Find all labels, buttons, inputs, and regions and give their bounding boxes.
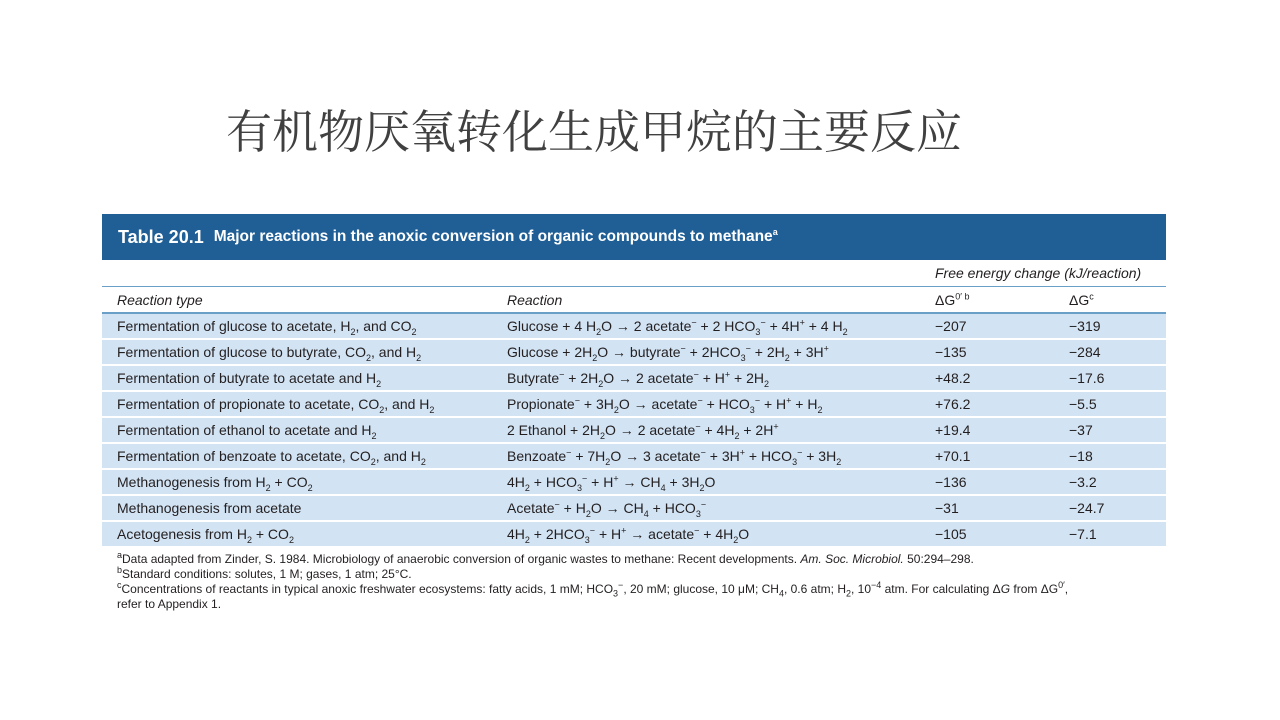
dg-cell: −284 <box>1069 344 1101 360</box>
slide-title: 有机物厌氧转化生成甲烷的主要反应 <box>226 105 962 159</box>
dg0-cell: −31 <box>935 500 959 516</box>
footnote: $^a$Data adapted from Zinder, S. 1984. Microbiology of anaerobic conversion of organic wastes to methane: Recent developments. Am. Soc. Microbiol. 50:294–298. <box>117 550 974 566</box>
reaction-cell: Acetate− + $H_2O \to CH_4 + HCO_3^-$ <box>507 499 707 519</box>
table-row <box>102 522 1166 546</box>
col-reaction-type: Reaction type <box>117 292 203 308</box>
footnote: $^c$Concentrations of reactants in typical anoxic freshwater ecosystems: fatty acids, 1 mM; $HCO_3^-$, 20 mM; glucose, 10 μM; $CH_4$, 0.6 atm; $H_2$, $10^{-4}$ atm. For calculating ΔG from $\Delta G^{0'}$, <box>117 580 1069 599</box>
free-energy-header <box>102 260 1166 287</box>
dg0-cell: −135 <box>935 344 967 360</box>
reaction-cell: Propionate− + $3H_2O$ → acetate− + $HCO_3^- + H^+ + H_2$ <box>507 395 823 415</box>
table-header <box>102 214 1166 260</box>
col-reaction: Reaction <box>507 292 563 308</box>
reaction-type-cell: Fermentation of glucose to butyrate, $CO_2$, and $H_2$ <box>117 344 422 363</box>
reaction-type-cell: Fermentation of butyrate to acetate and $H_2$ <box>117 370 382 389</box>
table-row <box>102 444 1166 468</box>
table-row <box>102 418 1166 442</box>
dg-cell: −7.1 <box>1069 526 1097 542</box>
dg0-cell: +19.4 <box>935 422 971 438</box>
reaction-table <box>102 214 1166 612</box>
column-headers <box>102 287 1166 314</box>
table-footnotes <box>102 552 1166 612</box>
dg0-cell: +48.2 <box>935 370 971 386</box>
table-row <box>102 340 1166 364</box>
reaction-cell: $Glucose + 2H_2O$ → butyrate− + $2HCO_3^- + 2H_2 + 3H^+$ <box>507 343 829 363</box>
dg0-cell: −105 <box>935 526 967 542</box>
dg-cell: −17.6 <box>1069 370 1105 386</box>
reaction-cell: Benzoate− + $7H_2O \to 3$ acetate− + $3H^+ + HCO_3^- + 3H_2$ <box>507 447 842 467</box>
dg0-cell: +70.1 <box>935 448 971 464</box>
table-number: Table 20.1 <box>118 226 204 247</box>
free-energy-label: Free energy change (kJ/reaction) <box>935 265 1142 281</box>
table-caption: Major reactions in the anoxic conversion of organic compounds to methane$^a$ <box>213 226 778 245</box>
table-body <box>102 314 1166 546</box>
footnote: refer to Appendix 1. <box>117 597 222 611</box>
dg-cell: −37 <box>1069 422 1093 438</box>
table-row <box>102 470 1166 494</box>
reaction-type-cell: Acetogenesis from $H_2 + CO_2$ <box>117 526 294 545</box>
dg-cell: −319 <box>1069 318 1101 334</box>
col-dg: $\Delta G^c$ <box>1069 291 1094 308</box>
reaction-cell: Glucose + 4 $H_2O \to 2$ acetate− + 2 $HCO_3^- + 4H^+ + 4$ $H_2$ <box>507 317 848 337</box>
dg0-cell: −207 <box>935 318 967 334</box>
table-row <box>102 392 1166 416</box>
dg0-cell: −136 <box>935 474 967 490</box>
footnote: $^b$Standard conditions: solutes, 1 M; gases, 1 atm; 25°C. <box>117 565 412 581</box>
table-row <box>102 496 1166 520</box>
reaction-type-cell: Methanogenesis from $H_2 + CO_2$ <box>117 474 313 493</box>
table-row <box>102 314 1166 338</box>
reaction-type-cell: Methanogenesis from acetate <box>117 500 302 516</box>
dg-cell: −18 <box>1069 448 1093 464</box>
reaction-cell: Butyrate− + $2H_2O \to 2$ acetate− + $H^+ + 2H_2$ <box>507 369 770 389</box>
reaction-cell: $4H_2 + 2HCO_3^- + H^+$ → acetate− + $4H_2O$ <box>507 525 750 545</box>
reaction-type-cell: Fermentation of ethanol to acetate and $H_2$ <box>117 422 377 441</box>
dg-cell: −5.5 <box>1069 396 1097 412</box>
reaction-type-cell: Fermentation of propionate to acetate, $CO_2$, and $H_2$ <box>117 396 435 415</box>
reaction-type-cell: Fermentation of glucose to acetate, $H_2$, and $CO_2$ <box>117 318 417 337</box>
dg0-cell: +76.2 <box>935 396 971 412</box>
reaction-cell: 2 Ethanol + $2H_2O \to 2$ acetate− + $4H_2 + 2H^+$ <box>507 421 779 441</box>
reaction-type-cell: Fermentation of benzoate to acetate, $CO_2$, and $H_2$ <box>117 448 426 467</box>
table-row <box>102 366 1166 390</box>
dg-cell: −3.2 <box>1069 474 1097 490</box>
dg-cell: −24.7 <box>1069 500 1105 516</box>
reaction-cell: $4H_2 + HCO_3^- + H^+ \to CH_4 + 3H_2O$ <box>507 473 716 493</box>
col-dg0: $\Delta G^{0' b}$ <box>935 291 970 308</box>
